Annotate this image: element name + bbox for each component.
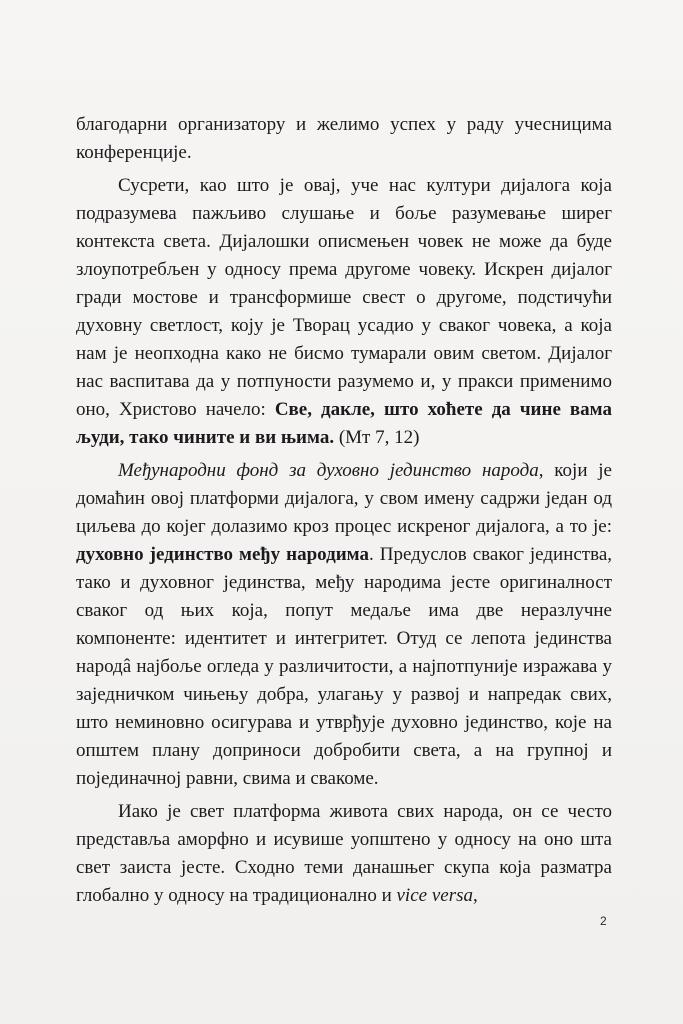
paragraph-3 [76, 457, 612, 793]
text-span: Иако је свет платформа живота свих народа, он се често представља аморфно и исувише уопштено у односу на оно шта свет заиста јесте. Сходно теми данашњег скупа која разматра глобално у односу на традиционално и [76, 801, 612, 906]
paragraph-4 [76, 798, 612, 910]
text-span: Сусрети, као што је овај, уче нас култури дијалога која подразумева пажљиво слушање и боље разумевање ширег контекста света. Дијалошки описмењен човек не може да буде злоупотребљен у односу према другоме човеку. Искрен дијалог гради мостове и трансформише свест о другоме, подстичући духовну светлост, коју је Творац усадио у сваког човека, а која нам је неопходна како не бисмо тумарали овим светом. Дијалог нас васпитава да у потпуности разумемо и, у пракси применимо оно, Христово начело: [76, 175, 612, 420]
paragraph-2 [76, 172, 612, 452]
italic-fund-name: Међународни фонд за духовно јединство народа [118, 460, 539, 481]
text-span: , [472, 885, 478, 906]
bold-phrase: духовно јединство међу народима [76, 544, 369, 565]
bold-quote: Све, дакле, што хоћете да чине вама људи, тако чините и ви њима. [76, 399, 612, 448]
text-span: . Предуслов сваког јединства, тако и духовног јединства, међу народима јесте оригиналност сваког од њих која, попут медаље има две неразлучне компоненте: идентитет и интегритет. Отуд се лепота јединства народâ најбоље огледа у различитости, а најпотпуније изражава у заједничком чињењу добра, улагању у развој и напредак свих, што неминовно осигурава и утврђује духовно јединство, које на општем плану доприноси добробити света, а на групној и појединачној равни, свима и свакоме. [76, 544, 612, 789]
body-text [76, 111, 612, 915]
citation: (Мт 7, 12) [334, 427, 420, 448]
text-span: , који је домаћин овој платформи дијалога, у свом имену садржи један од циљева до којег долазимо кроз процес искреног дијалога, а то је: [76, 460, 612, 537]
text-span: благодарни организатору и желимо успех у раду учесницима конференције. [76, 114, 612, 163]
page-number: 2 [600, 914, 607, 928]
paragraph-1 [76, 111, 612, 167]
italic-latin-phrase: vice versa [396, 885, 473, 906]
